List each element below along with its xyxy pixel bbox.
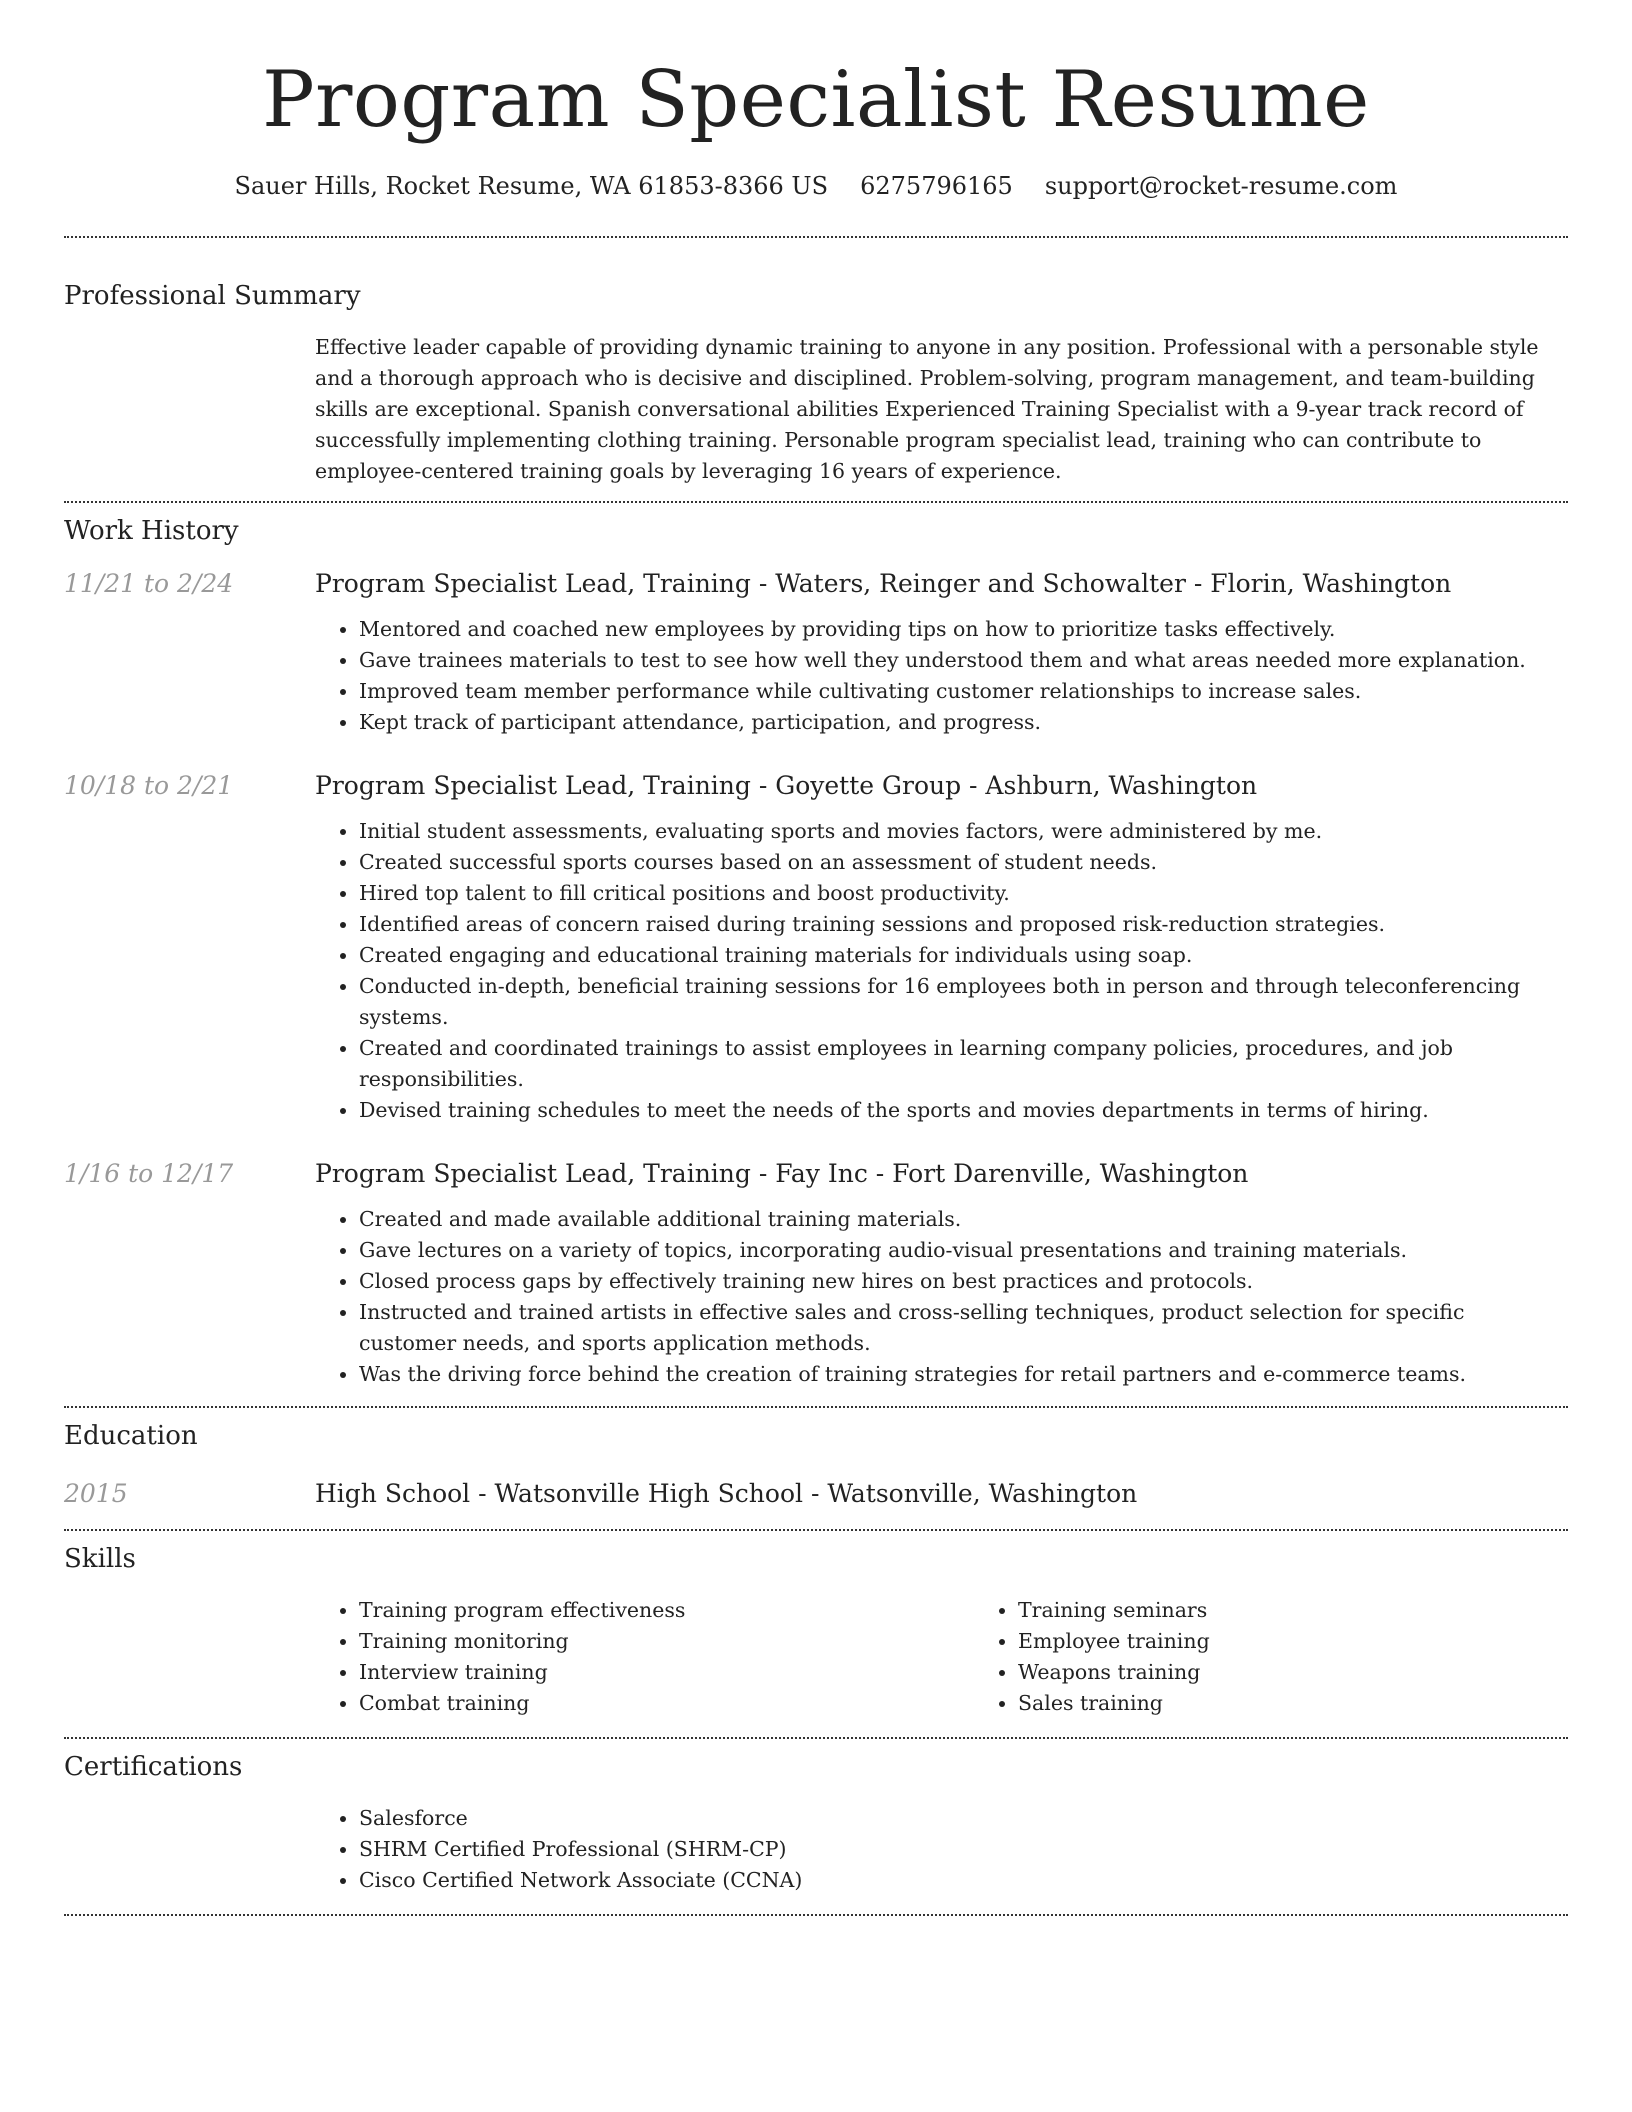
job-entry	[64, 1157, 1568, 1390]
job-duty: • Initial student assessments, evaluating sports and movies factors, were administered by me.	[359, 816, 1568, 847]
divider	[64, 501, 1568, 503]
certifications-section	[64, 1750, 1568, 1896]
certification-item: • Cisco Certified Network Associate (CCNA)	[359, 1865, 1568, 1896]
skills-list-left	[315, 1595, 974, 1719]
job-duties	[315, 1204, 1568, 1390]
divider	[64, 1406, 1568, 1408]
skill-item: • Weapons training	[1018, 1657, 1632, 1688]
job-dates: 10/18 to 2/21	[64, 771, 234, 800]
job-duty: • Created successful sports courses based on an assessment of student needs.	[359, 847, 1568, 878]
contact-address: Sauer Hills, Rocket Resume, WA 61853-8366 US	[234, 172, 829, 200]
job-duty: • Gave lectures on a variety of topics, incorporating audio-visual presentations and training materials.	[359, 1235, 1568, 1266]
skill-item: • Training seminars	[1018, 1595, 1632, 1626]
skill-item: • Sales training	[1018, 1688, 1632, 1719]
work-history-section	[64, 514, 1568, 1390]
job-duties	[315, 614, 1568, 738]
job-duty: • Was the driving force behind the creation of training strategies for retail partners and e-commerce teams.	[359, 1359, 1568, 1390]
education-year: 2015	[64, 1479, 128, 1508]
divider	[64, 236, 1568, 238]
divider	[64, 1914, 1568, 1916]
certification-item: • Salesforce	[359, 1803, 1568, 1834]
skill-item: • Training monitoring	[359, 1626, 974, 1657]
job-title: Program Specialist Lead, Training - Waters, Reinger and Schowalter - Florin, Washington	[315, 569, 1452, 598]
job-duty: • Created and made available additional training materials.	[359, 1204, 1568, 1235]
summary-text: Effective leader capable of providing dynamic training to anyone in any position. Professional with a personable style and a thorough approach who is decisive and disciplined. Problem-solving, program management, and team-building skills are exceptional. Spanish conversational abilities Experienced Training Specialist with a 9-year track record of successfully implementing clothing training. Personable program specialist lead, training who can contribute to employee-centered training goals by leveraging 16 years of experience.	[315, 335, 1539, 483]
job-duty: • Devised training schedules to meet the needs of the sports and movies departments in terms of hiring.	[359, 1095, 1568, 1126]
certification-item: • SHRM Certified Professional (SHRM-CP)	[359, 1834, 1568, 1865]
job-duty: • Created engaging and educational training materials for individuals using soap.	[359, 940, 1568, 971]
job-duty: • Hired top talent to fill critical positions and boost productivity.	[359, 878, 1568, 909]
job-duties	[315, 816, 1568, 1126]
skill-item: • Combat training	[359, 1688, 974, 1719]
contact-phone: 6275796165	[860, 172, 1013, 200]
job-dates: 11/21 to 2/24	[64, 569, 234, 598]
education-entry	[64, 1477, 1568, 1511]
skill-item: • Training program effectiveness	[359, 1595, 974, 1626]
divider	[64, 1737, 1568, 1739]
job-duty: • Closed process gaps by effectively training new hires on best practices and protocols.	[359, 1266, 1568, 1297]
education-title: High School - Watsonville High School - Watsonville, Washington	[315, 1479, 1138, 1508]
job-dates: 1/16 to 12/17	[64, 1159, 234, 1188]
skills-list-right	[974, 1595, 1632, 1719]
job-duty: • Conducted in-depth, beneficial training sessions for 16 employees both in person and through teleconferencing systems.	[359, 971, 1568, 1033]
summary-section	[64, 279, 1568, 487]
job-title: Program Specialist Lead, Training - Fay Inc - Fort Darenville, Washington	[315, 1159, 1249, 1188]
skills-section	[64, 1542, 1568, 1719]
job-entry	[64, 769, 1568, 1126]
skills-heading: Skills	[64, 1544, 136, 1574]
contact-line	[64, 170, 1568, 202]
education-section	[64, 1419, 1568, 1511]
certifications-list	[315, 1803, 1568, 1896]
job-title: Program Specialist Lead, Training - Goyette Group - Ashburn, Washington	[315, 771, 1258, 800]
job-duty: • Kept track of participant attendance, participation, and progress.	[359, 707, 1568, 738]
job-duty: • Improved team member performance while cultivating customer relationships to increase sales.	[359, 676, 1568, 707]
certifications-heading: Certifications	[64, 1752, 243, 1782]
work-history-heading: Work History	[64, 516, 239, 546]
summary-heading: Professional Summary	[64, 281, 361, 311]
job-entry	[64, 567, 1568, 738]
job-duty: • Mentored and coached new employees by providing tips on how to prioritize tasks effectively.	[359, 614, 1568, 645]
skill-item: • Interview training	[359, 1657, 974, 1688]
job-duty: • Identified areas of concern raised during training sessions and proposed risk-reduction strategies.	[359, 909, 1568, 940]
resume-title: Program Specialist Resume	[262, 55, 1370, 145]
job-duty: • Gave trainees materials to test to see how well they understood them and what areas needed more explanation.	[359, 645, 1568, 676]
contact-email: support@rocket-resume.com	[1044, 172, 1398, 200]
job-duty: • Instructed and trained artists in effective sales and cross-selling techniques, product selection for specific customer needs, and sports application methods.	[359, 1297, 1568, 1359]
divider	[64, 1529, 1568, 1531]
job-duty: • Created and coordinated trainings to assist employees in learning company policies, procedures, and job responsibilities.	[359, 1033, 1568, 1095]
skill-item: • Employee training	[1018, 1626, 1632, 1657]
education-heading: Education	[64, 1421, 198, 1451]
